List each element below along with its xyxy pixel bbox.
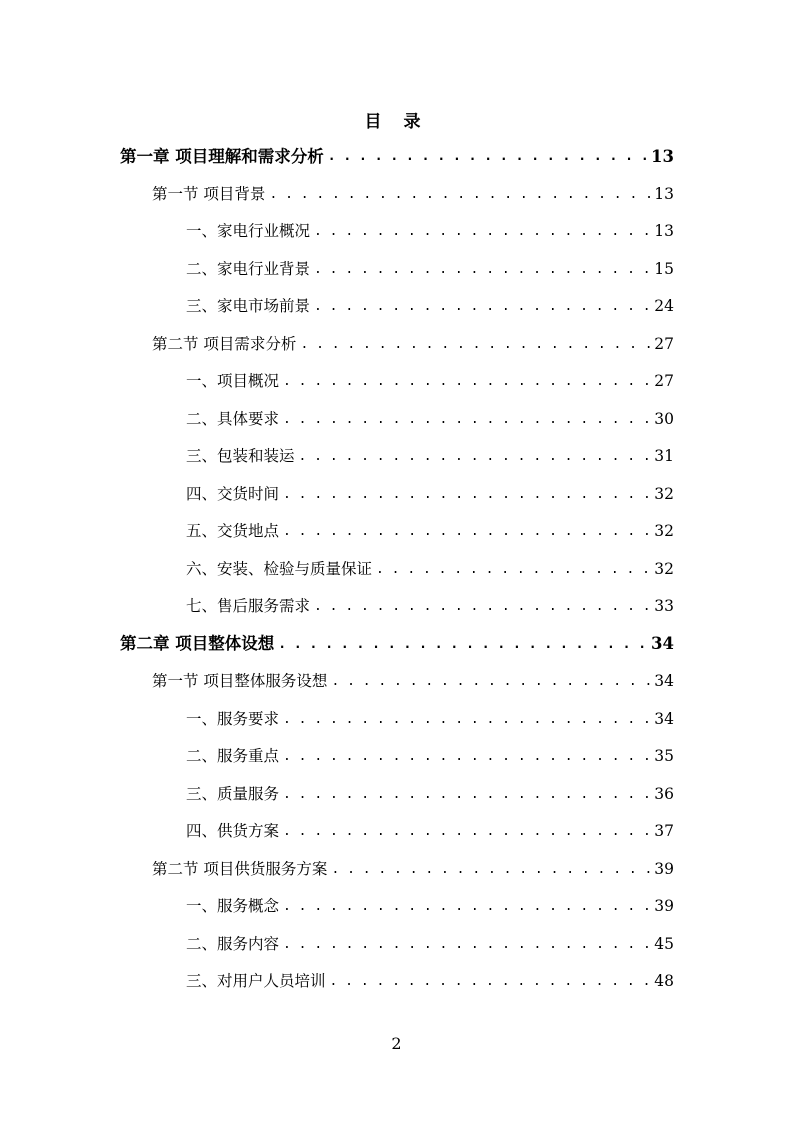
toc-entry-label: 第一节 项目背景 — [152, 184, 266, 203]
toc-entry-label: 二、家电行业背景 — [186, 259, 311, 278]
toc-entry-section[interactable] — [152, 663, 674, 701]
toc-entry-subsection[interactable] — [186, 926, 674, 964]
toc-entry-page: 32 — [654, 559, 674, 578]
toc-entry-label: 第二节 项目需求分析 — [152, 334, 297, 353]
toc-leader-dots — [279, 375, 650, 388]
toc-entry-page: 24 — [654, 297, 674, 315]
toc-leader-dots — [265, 188, 650, 201]
toc-entry-label: 一、服务要求 — [186, 709, 280, 728]
toc-entry-subsection[interactable] — [186, 963, 674, 1001]
toc-leader-dots — [296, 338, 650, 351]
toc-entry-subsection[interactable] — [186, 476, 674, 514]
toc-entry-page: 33 — [654, 597, 674, 615]
toc-entry-subsection[interactable] — [186, 363, 674, 401]
toc-entry-section[interactable] — [152, 326, 674, 364]
toc-leader-dots — [310, 300, 650, 313]
toc-entry-page: 31 — [654, 447, 674, 465]
toc-entry-page: 34 — [651, 634, 674, 653]
toc-entry-label: 三、对用户人员培训 — [186, 972, 326, 990]
toc-entry-page: 48 — [654, 972, 674, 990]
toc-entry-label: 一、家电行业概况 — [186, 222, 311, 240]
toc-entry-label: 四、交货时间 — [186, 484, 280, 503]
toc-entry-subsection[interactable] — [186, 813, 674, 851]
toc-entry-subsection[interactable] — [186, 438, 674, 476]
toc-entry-label: 四、供货方案 — [186, 822, 280, 840]
toc-entry-page: 37 — [654, 822, 674, 840]
toc-entry-page: 39 — [654, 897, 674, 915]
toc-entry-chapter[interactable] — [120, 138, 674, 176]
toc-entry-page: 13 — [651, 146, 674, 166]
toc-entry-label: 二、具体要求 — [186, 409, 280, 428]
toc-entry-chapter[interactable] — [120, 626, 674, 664]
page-number: 2 — [391, 1034, 402, 1053]
toc-entry-page: 15 — [654, 259, 674, 278]
toc-entry-page: 32 — [654, 522, 674, 540]
toc-entry-label: 二、服务重点 — [186, 747, 280, 765]
toc-entry-page: 45 — [654, 934, 674, 953]
toc-leader-dots — [327, 863, 650, 876]
toc-entry-label: 第二节 项目供货服务方案 — [152, 859, 328, 878]
toc-leader-dots — [274, 638, 647, 651]
toc-entry-label: 七、售后服务需求 — [186, 597, 311, 615]
toc-leader-dots — [279, 713, 650, 726]
toc-entry-label: 一、项目概况 — [186, 372, 280, 390]
toc-entry-subsection[interactable] — [186, 588, 674, 626]
toc-leader-dots — [279, 788, 650, 801]
toc-leader-dots — [279, 900, 650, 913]
toc-entry-page: 36 — [654, 784, 674, 803]
toc-entry-page: 13 — [654, 184, 674, 203]
toc-leader-dots — [310, 263, 650, 276]
toc-entry-section[interactable] — [152, 851, 674, 889]
toc-entry-subsection[interactable] — [186, 401, 674, 439]
toc-leader-dots — [295, 450, 650, 463]
toc-entry-subsection[interactable] — [186, 701, 674, 739]
toc-entry-page: 27 — [654, 372, 674, 390]
toc-entry-label: 二、服务内容 — [186, 934, 280, 953]
toc-title: 目 录 — [364, 112, 429, 132]
toc-entry-page: 13 — [654, 222, 674, 240]
toc-entry-subsection[interactable] — [186, 888, 674, 926]
toc-entry-page: 34 — [654, 672, 674, 690]
toc-leader-dots — [327, 675, 650, 688]
toc-leader-dots — [279, 413, 650, 426]
toc-entry-page: 27 — [654, 334, 674, 353]
toc-leader-dots — [372, 563, 650, 576]
toc-entry-label: 五、交货地点 — [186, 522, 280, 540]
toc-entry-label: 三、包装和装运 — [186, 447, 295, 465]
toc-entry-subsection[interactable] — [186, 213, 674, 251]
toc-leader-dots — [279, 938, 650, 951]
toc-leader-dots — [279, 750, 650, 763]
toc-entry-label: 第一节 项目整体服务设想 — [152, 672, 328, 690]
toc-entry-label: 一、服务概念 — [186, 897, 280, 915]
toc-entry-label: 三、家电市场前景 — [186, 297, 311, 315]
toc-leader-dots — [326, 975, 650, 988]
toc-entry-label: 六、安装、检验与质量保证 — [186, 559, 373, 578]
toc-leader-dots — [279, 825, 650, 838]
toc-entry-page: 30 — [654, 409, 674, 428]
toc-entry-subsection[interactable] — [186, 551, 674, 589]
toc-leader-dots — [310, 600, 650, 613]
toc-entry-label: 三、质量服务 — [186, 784, 280, 803]
toc-leader-dots — [279, 488, 650, 501]
toc-entry-page: 35 — [654, 747, 674, 765]
toc-leader-dots — [324, 150, 647, 163]
toc-leader-dots — [279, 525, 650, 538]
toc-entry-subsection[interactable] — [186, 738, 674, 776]
toc-entry-page: 32 — [654, 484, 674, 503]
toc-entry-subsection[interactable] — [186, 776, 674, 814]
toc-entry-label: 第二章 项目整体设想 — [120, 634, 275, 653]
toc-entry-label: 第一章 项目理解和需求分析 — [120, 146, 324, 166]
toc-entry-section[interactable] — [152, 176, 674, 214]
toc-entry-page: 34 — [654, 709, 674, 728]
toc-leader-dots — [310, 225, 650, 238]
toc-entry-page: 39 — [654, 859, 674, 878]
toc-entry-subsection[interactable] — [186, 288, 674, 326]
toc-entry-subsection[interactable] — [186, 513, 674, 551]
toc-entry-subsection[interactable] — [186, 251, 674, 289]
